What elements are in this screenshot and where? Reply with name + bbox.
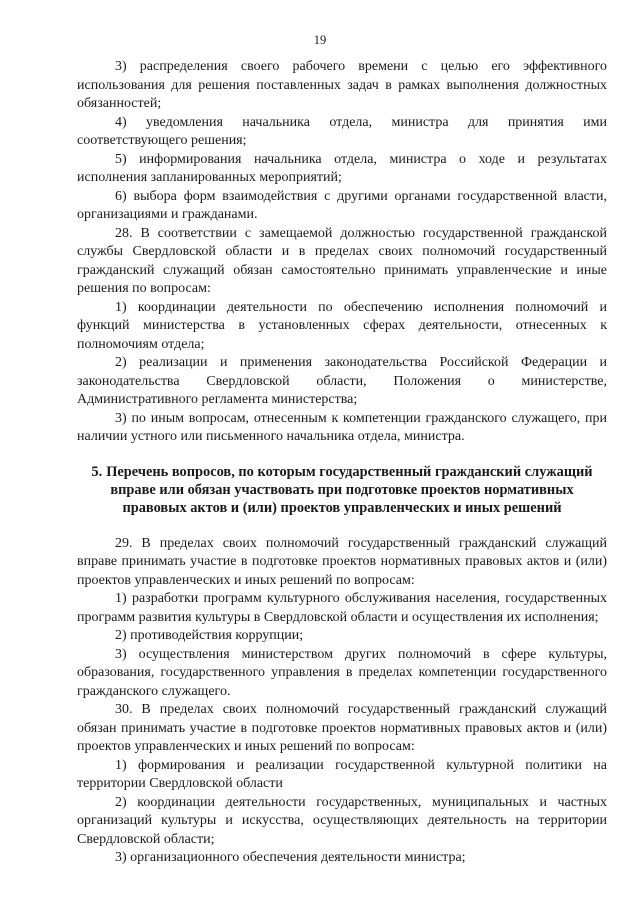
paragraph: 3) осуществления министерством других полномочий в сфере культуры, образования, государственного управления в пределах компетенции государственного гражданского служащего. — [77, 646, 607, 699]
paragraph: 3) организационного обеспечения деятельности министра; — [115, 850, 466, 865]
paragraph: 2) противодействия коррупции; — [115, 628, 304, 643]
paragraph: 2) координации деятельности государственных, муниципальных и частных организаций культуры и искусства, осуществляющих деятельность на территории Свердловской области; — [77, 794, 607, 847]
paragraph: 1) формирования и реализации государственной культурной политики на территории Свердловской области — [77, 757, 607, 791]
page-number: 19 — [313, 33, 327, 47]
document-body — [77, 58, 607, 868]
paragraph: 29. В пределах своих полномочий государственный гражданский служащий вправе принимать участие в подготовке проектов нормативных правовых актов и (или) проектов управленческих и иных решений по вопросам: — [77, 535, 607, 588]
paragraph: 5) информирования начальника отдела, министра о ходе и результатах исполнения запланированных мероприятий; — [77, 151, 607, 185]
paragraph: 3) по иным вопросам, отнесенным к компетенции гражданского служащего, при наличии устного или письменного начальника отдела, министра. — [77, 410, 607, 444]
paragraph: 2) реализации и применения законодательства Российской Федерации и законодательства Свердловской области, Положения о министерстве, Административного регламента министерства; — [77, 355, 607, 407]
paragraph: 6) выбора форм взаимодействия с другими органами государственной власти, организациями и гражданами. — [77, 188, 607, 222]
paragraph: 4) уведомления начальника отдела, министра для принятия ими соответствующего решения; — [77, 114, 607, 148]
section-title: Перечень вопросов, по которым государственный гражданский служащий вправе или обязан участвовать при подготовке проектов нормативных правовых актов и (или) проектов управленческих и иных решений — [106, 463, 593, 516]
section-number: 5. — [91, 463, 103, 480]
paragraph: 1) разработки программ культурного обслуживания населения, государственных программ развития культуры в Свердловской области и осуществления их исполнения; — [77, 591, 607, 625]
paragraph: 1) координации деятельности по обеспечению исполнения полномочий и функций министерства в установленных сферах деятельности, отнесенных к полномочиям отдела; — [77, 299, 607, 352]
paragraph: 28. В соответствии с замещаемой должностью государственной гражданской службы Свердловской области и в пределах своих полномочий государственный гражданский служащий обязан самостоятельно принимать управленческие и иные решения по вопросам: — [77, 225, 607, 296]
section-heading — [77, 463, 607, 517]
paragraph: 30. В пределах своих полномочий государственный гражданский служащий обязан принимать участие в подготовке проектов нормативных правовых актов и (или) проектов управленческих и иных решений по вопросам: — [77, 702, 607, 754]
paragraph: 3) распределения своего рабочего времени с целью его эффективного использования для решения поставленных задач в рамках выполнения должностных обязанностей; — [77, 59, 607, 111]
